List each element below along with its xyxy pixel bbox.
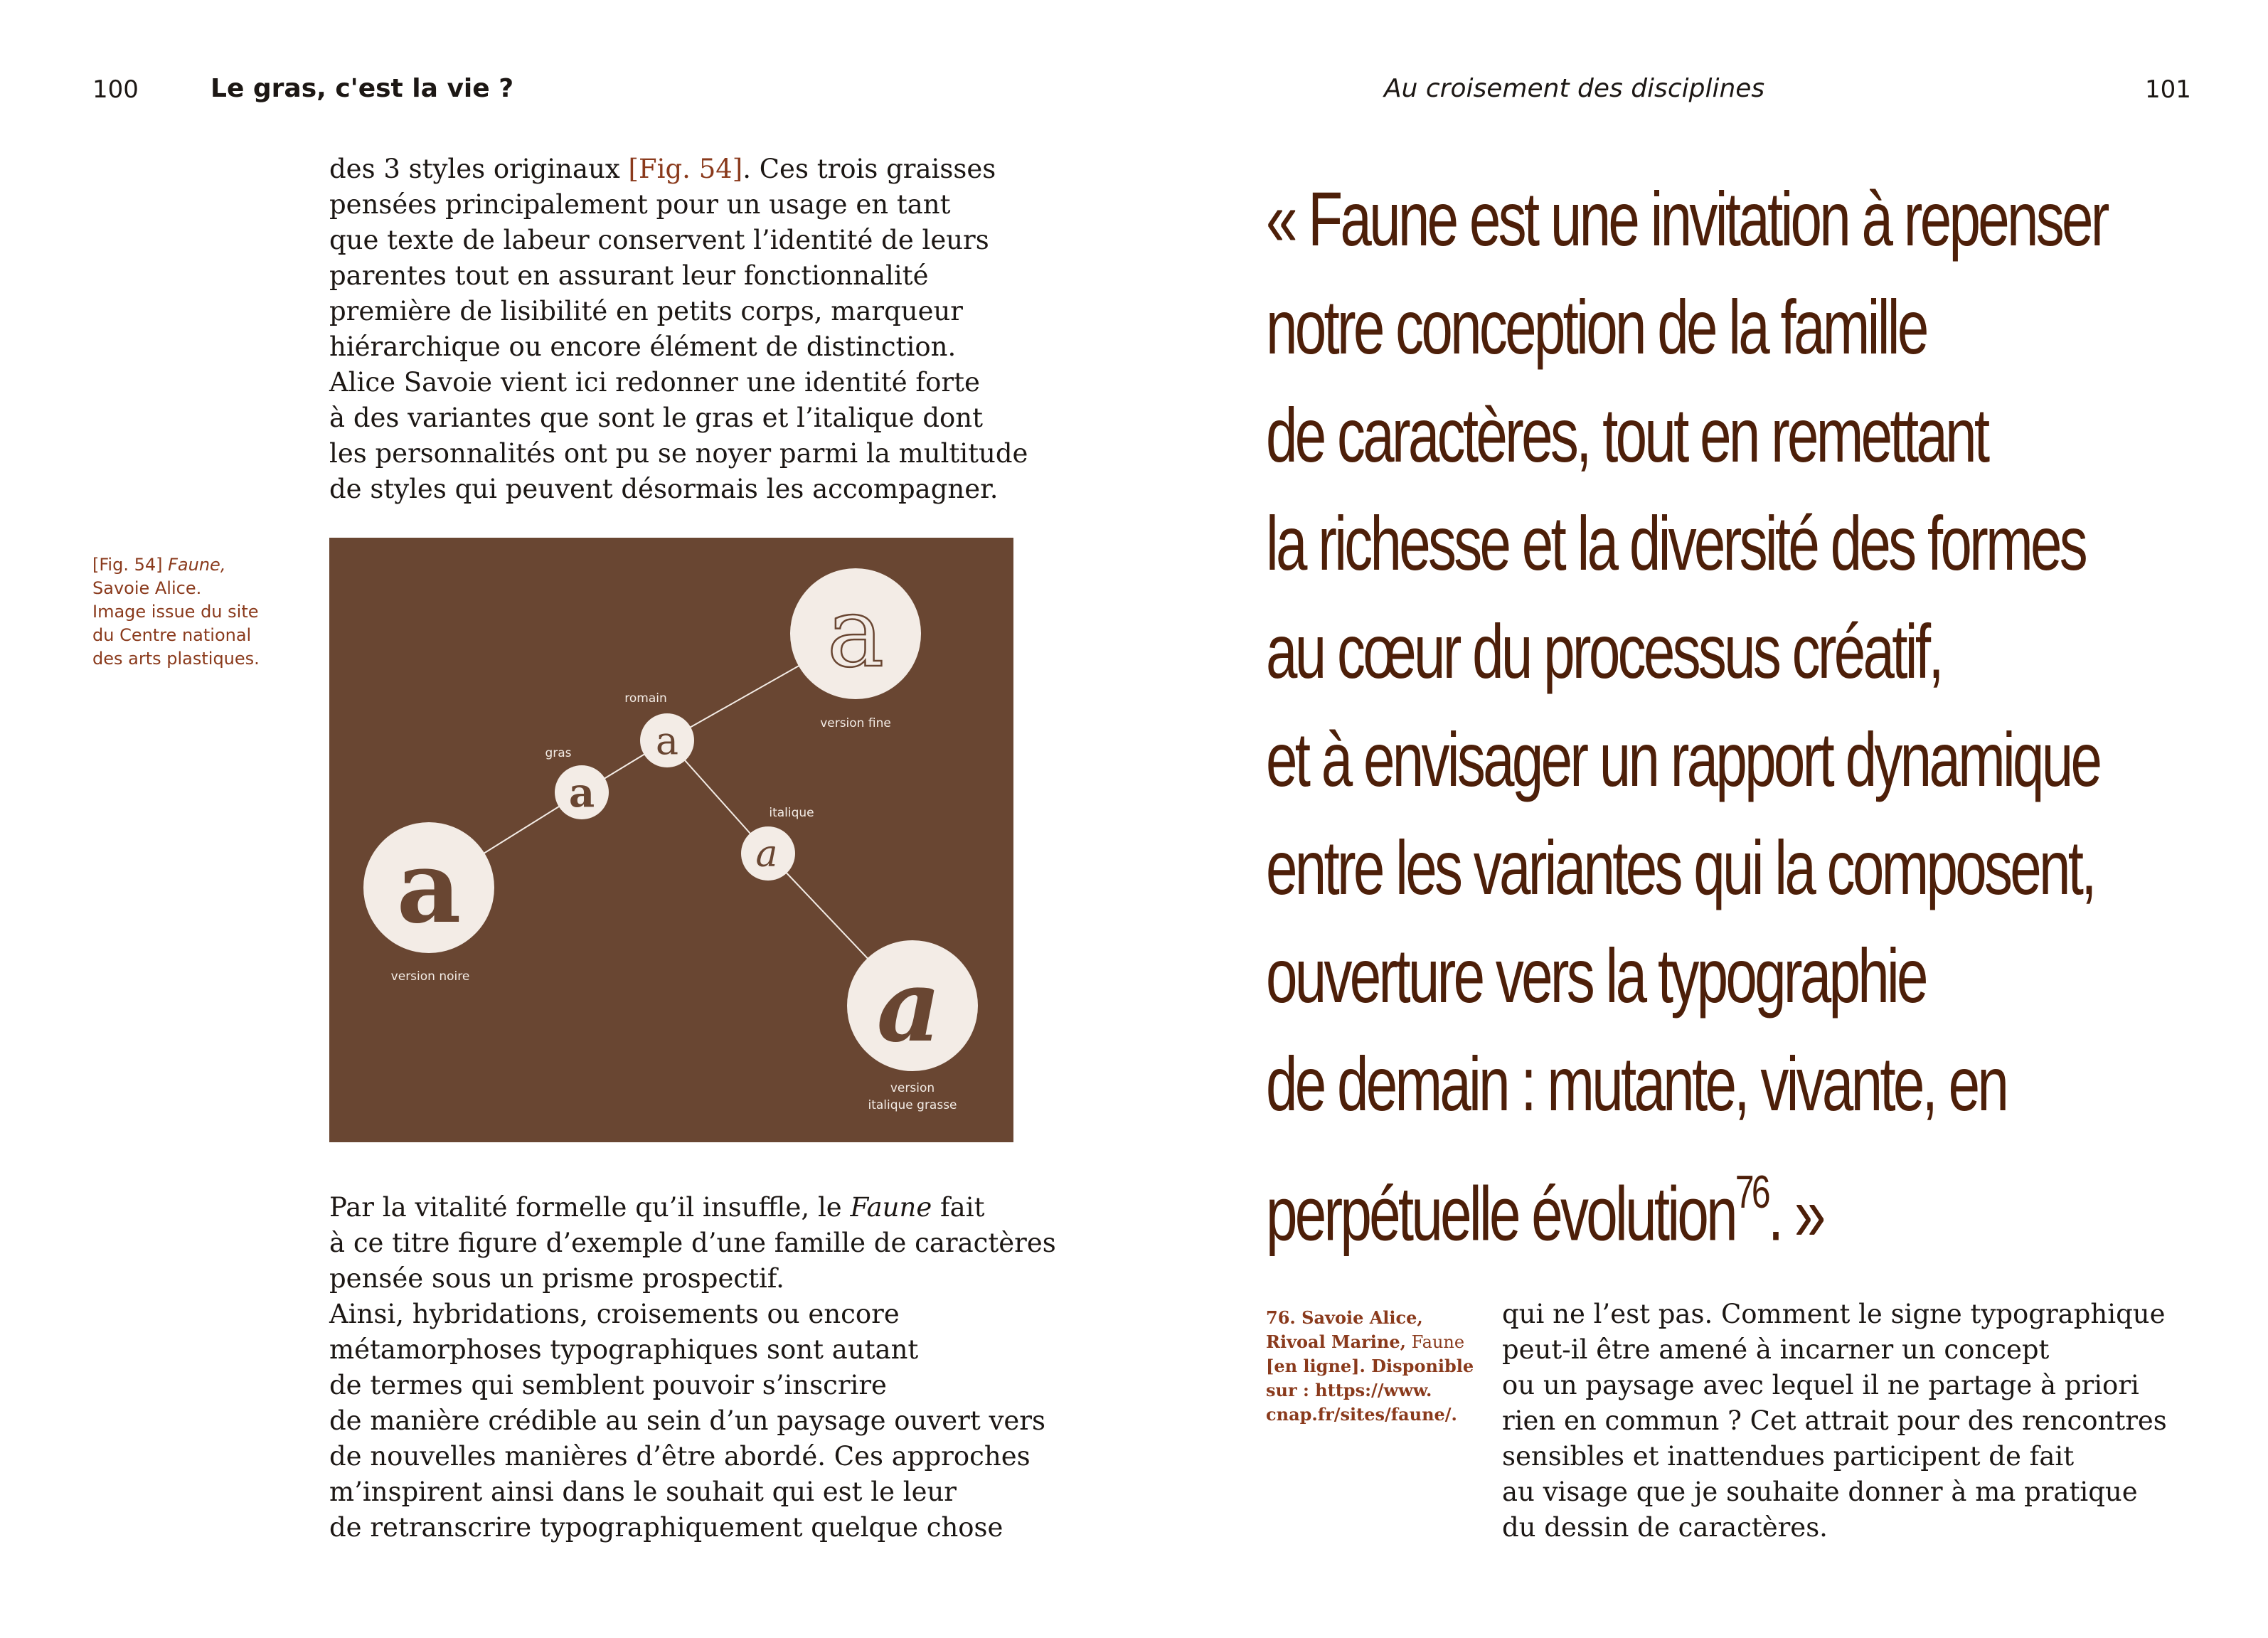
footnote-text: Rivoal Marine, <box>1266 1331 1406 1352</box>
left-page-number: 100 <box>92 75 139 104</box>
quote-line: de demain : mutante, vivante, en <box>1266 1041 2007 1127</box>
text-line: Alice Savoie vient ici redonner une identité forte <box>329 367 980 398</box>
glyph-fine: a <box>826 577 885 688</box>
quote-line: ouverture vers la typographie <box>1266 932 1926 1019</box>
node-romain <box>624 691 694 767</box>
caption-line: Image issue du site <box>92 602 259 622</box>
text-line: ou un paysage avec lequel il ne partage à priori <box>1502 1370 2139 1400</box>
node-italique <box>741 806 814 881</box>
quote-line: perpétuelle évolution$^{76}$. » <box>1266 1166 1824 1257</box>
text-line: que texte de labeur conservent l’identité de leurs <box>329 225 989 255</box>
label-italique: italique <box>769 806 814 820</box>
text-line: de styles qui peuvent désormais les accompagner. <box>329 474 999 504</box>
quote-line: au cœur du processus créatif, <box>1266 608 1942 694</box>
text-line: Ainsi, hybridations, croisements ou encore <box>329 1299 900 1329</box>
label-romain: romain <box>624 691 667 706</box>
text-line: pensées principalement pour un usage en tant <box>329 189 951 220</box>
footnote-text: [en ligne]. Disponible <box>1266 1356 1474 1376</box>
figure-faune-diagram <box>329 538 1013 1142</box>
node-version-fine <box>790 568 921 730</box>
footnote-76 <box>1266 1306 1474 1427</box>
figure-caption <box>92 553 260 671</box>
caption-ref: [Fig. 54] <box>92 555 169 575</box>
label-italique-grasse: italique grasse <box>868 1098 957 1112</box>
text-line: peut-il être amené à incarner un concept <box>1502 1334 2050 1365</box>
left-running-title: Le gras, c'est la vie ? <box>211 74 514 103</box>
quote-line: notre conception de la famille <box>1266 284 1927 370</box>
caption-title: Faune, <box>168 555 226 575</box>
glyph-noire: a <box>396 829 462 946</box>
node-gras <box>545 746 609 819</box>
text-line: métamorphoses typographiques sont autant <box>329 1334 919 1365</box>
text-line: pensée sous un prisme prospectif. <box>329 1263 784 1294</box>
label-version-noire: version noire <box>390 969 470 984</box>
quote-line: la richesse et la diversité des formes <box>1266 500 2085 586</box>
text-line: à des variantes que sont le gras et l’italique dont <box>329 403 983 433</box>
text-line: rien en commun ? Cet attrait pour des rencontres <box>1502 1405 2167 1436</box>
text-line: de retranscrire typographiquement quelque chose <box>329 1512 1003 1543</box>
glyph-italique: a <box>755 833 778 876</box>
right-page-number: 101 <box>2145 75 2191 104</box>
text-line: du dessin de caractères. <box>1502 1512 1828 1543</box>
text-line: les personnalités ont pu se noyer parmi la multitude <box>329 438 1028 469</box>
quote-line: entre les variantes qui la composent, <box>1266 824 2094 910</box>
pull-quote <box>1266 165 2268 1267</box>
text-line: des 3 styles originaux [Fig. 54]. Ces trois graisses <box>329 154 996 184</box>
caption-line: du Centre national <box>92 625 252 645</box>
quote-line: « Faune est une invitation à repenser <box>1266 176 2107 262</box>
glyph-italique-grasse: a <box>876 948 942 1065</box>
footnote-text: Faune <box>1406 1332 1465 1352</box>
left-top-paragraph <box>329 151 1028 507</box>
label-gras: gras <box>545 746 572 760</box>
glyph-romain: a <box>655 718 679 763</box>
left-bottom-paragraph <box>329 1190 1056 1546</box>
text-line: de termes qui semblent pouvoir s’inscrire <box>329 1370 887 1400</box>
footnote-text: 76. Savoie Alice, <box>1266 1307 1423 1328</box>
node-version-noire <box>363 822 494 984</box>
text-line: de manière crédible au sein d’un paysage ouvert vers <box>329 1405 1045 1436</box>
text-line: qui ne l’est pas. Comment le signe typographique <box>1502 1299 2166 1329</box>
text-line: à ce titre figure d’exemple d’une famille de caractères <box>329 1228 1056 1258</box>
label-version: version <box>890 1081 935 1095</box>
text-line: hiérarchique ou encore élément de distinction. <box>329 331 957 362</box>
quote-line: de caractères, tout en remettant <box>1266 392 1988 478</box>
text-line: de nouvelles manières d’être abordé. Ces approches <box>329 1441 1031 1472</box>
text-line: au visage que je souhaite donner à ma pratique <box>1502 1477 2138 1507</box>
caption-line: Savoie Alice. <box>92 578 202 598</box>
right-paragraph <box>1502 1297 2167 1546</box>
text-line: Par la vitalité formelle qu’il insuffle, le Faune fait <box>329 1192 985 1223</box>
text-line: sensibles et inattendues participent de fait <box>1502 1441 2075 1472</box>
footnote-text: cnap.fr/sites/faune/. <box>1266 1404 1457 1425</box>
footnote-marker: 76 <box>1735 1166 1768 1218</box>
text-line: m’inspirent ainsi dans le souhait qui est le leur <box>329 1477 957 1507</box>
right-running-title: Au croisement des disciplines <box>1384 74 1765 103</box>
label-version-fine: version fine <box>820 716 891 730</box>
text-line: parentes tout en assurant leur fonctionnalité <box>329 260 929 291</box>
caption-line: des arts plastiques. <box>92 649 260 669</box>
node-version-italique-grasse <box>847 940 978 1112</box>
quote-line: et à envisager un rapport dynamique <box>1266 716 2100 802</box>
footnote-text: sur : https://www. <box>1266 1380 1432 1400</box>
text-line: première de lisibilité en petits corps, marqueur <box>329 296 963 326</box>
faune-variants-diagram <box>329 538 1013 1142</box>
figure-reference: [Fig. 54] <box>628 154 743 184</box>
italic-faune: Faune <box>850 1192 932 1223</box>
glyph-gras: a <box>568 770 595 817</box>
